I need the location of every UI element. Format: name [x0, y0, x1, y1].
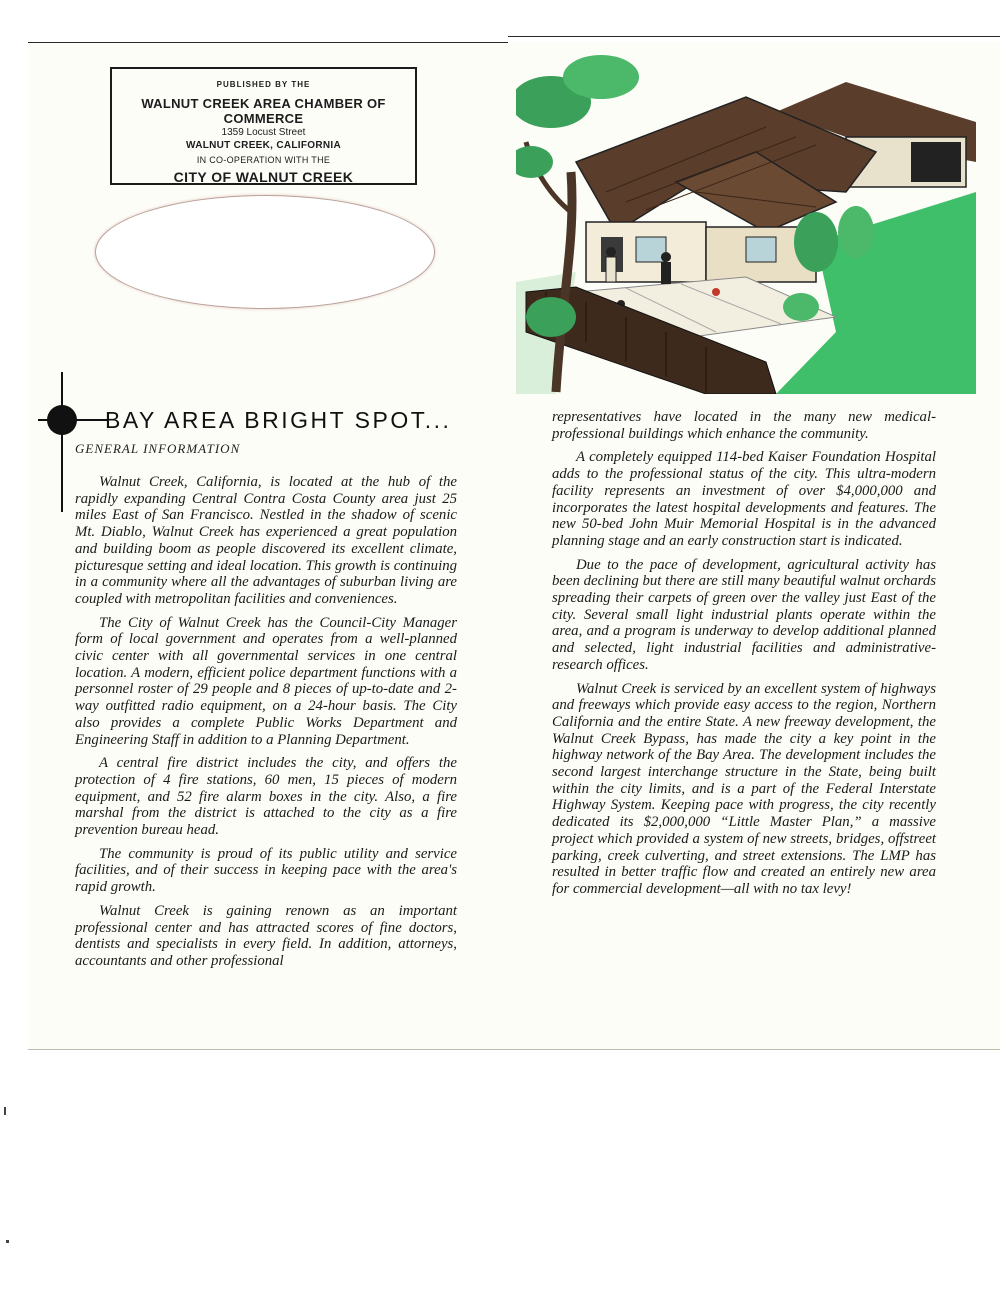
section-subheading: GENERAL INFORMATION	[75, 441, 241, 456]
scan-mark	[4, 1107, 6, 1115]
mailing-window-cutout	[96, 196, 434, 308]
page-edge	[28, 42, 508, 43]
paragraph: The community is proud of its public utility and service facilities, and of their success in keeping pace with the area's rapid growth.	[75, 845, 457, 896]
publisher-line: PUBLISHED BY THE	[216, 80, 311, 89]
paragraph: A completely equipped 114-bed Kaiser Foundation Hospital adds to the professional status of the city. This ultra-modern facility represents an investment of over $4,000,000 and incorporates the latest hospital developments and features. The new 50-bed John Muir Memorial Hospital is in the advanced planning stage and an early construction start is indicated.	[552, 449, 936, 549]
publisher-line: IN CO-OPERATION WITH THE	[196, 155, 331, 165]
paragraph-continuation: representatives have located in the many new medical-professional buildings which enhance the community.	[552, 409, 936, 442]
scan-mark	[6, 1240, 9, 1243]
paragraph: The City of Walnut Creek has the Council-City Manager form of local government and operates from a well-planned civic center with all governmental services in one central location. A modern, efficient police department functions with a personnel roster of 29 people and 8 pieces of up-to-date and 2-way outfitted radio equipment, on a 24-hour basis. The City also provides a complete Public Works Department and Engineering Staff in addition to a Planning Department.	[75, 614, 457, 748]
publisher-name: WALNUT CREEK AREA CHAMBER OF COMMERCE	[141, 96, 386, 126]
left-text-column	[75, 474, 457, 977]
publisher-box	[110, 67, 417, 185]
page-edge	[508, 36, 1000, 37]
section-heading: BAY AREA BRIGHT SPOT...	[105, 407, 452, 433]
publisher-city: WALNUT CREEK, CALIFORNIA	[186, 140, 341, 151]
paragraph: Walnut Creek is gaining renown as an important professional center and has attracted scores of fine doctors, dentists and specialists in every field. In addition, attorneys, accountants and other professional	[75, 902, 457, 969]
paragraph: A central fire district includes the city, and offers the protection of 4 fire stations, 60 men, 15 pieces of modern equipment, and 52 fire alarm boxes in the city. Also, a fire marshal from the district is attached to the city as a fire prevention bureau head.	[75, 755, 457, 839]
page-edge	[28, 1049, 1000, 1050]
partner-name: CITY OF WALNUT CREEK	[173, 169, 354, 185]
paragraph: Walnut Creek is serviced by an excellent system of highways and freeways which provide easy access to the region, Northern California and the entire State. A new freeway development, the Walnut Creek Bypass, has made the city a key point in the highway network of the Bay Area. The development includes the second largest interchange structure in the State, being built within the city limits, and is a part of the Federal Interstate Highway System. Keeping pace with progress, the city recently dedicated its $2,000,000 “Little Master Plan,” a massive project which provided a system of new streets, bridges, offstreet parking, creek culverting, and street extensions. The LMP has resulted in better traffic flow and created an entirely new area for commercial development—all with no tax levy!	[552, 680, 936, 897]
right-text-column	[552, 409, 936, 905]
publisher-address: 1359 Locust Street	[221, 127, 306, 138]
house-illustration	[516, 42, 976, 394]
paragraph: Due to the pace of development, agricultural activity has been declining but there are still many beautiful walnut orchards spreading their carpets of green over the valley just East of the city. Several small light industrial plants operate within the area, and a program is underway to develop additional planned and selected, light industrial facilities and administrative-research offices.	[552, 556, 936, 673]
paragraph: Walnut Creek, California, is located at the hub of the rapidly expanding Central Contra Costa County area just 25 miles East of San Francisco. Nestled in the shadow of scenic Mt. Diablo, Walnut Creek has experienced a great population and building boom as people discovered its excellent climate, picturesque setting and ideal location. This growth is continuing in a community where all the advantages of suburban living are coupled with metropolitan facilities and conveniences.	[75, 474, 457, 607]
